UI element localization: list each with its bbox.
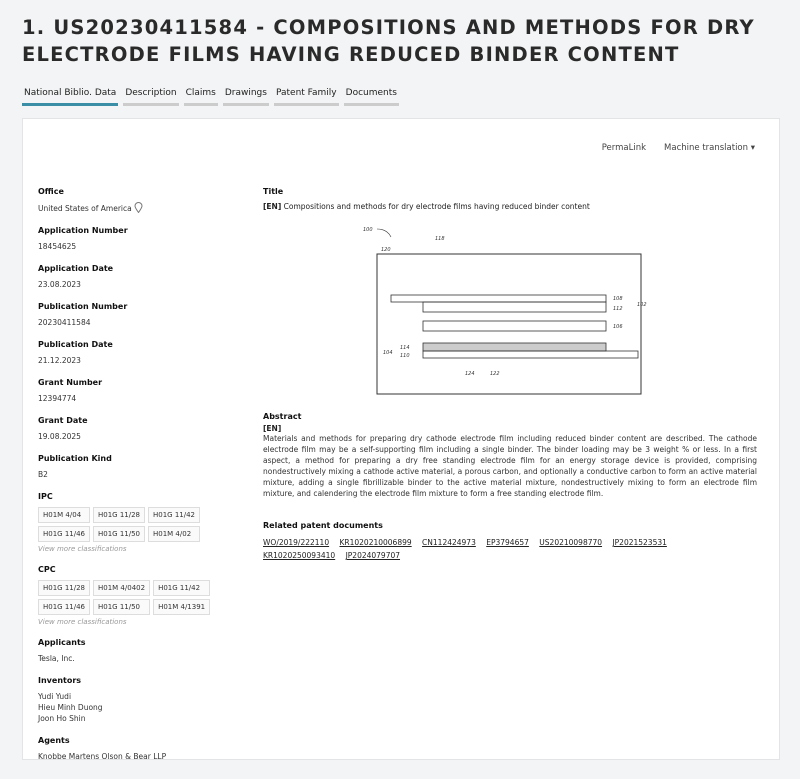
cpc-chip[interactable]: H01G 11/42 (153, 580, 210, 596)
ipc-label: IPC (38, 492, 53, 501)
inventor-name: Joon Ho Shin (38, 714, 86, 723)
tab-national-biblio-data[interactable]: National Biblio. Data (22, 88, 118, 106)
inventors-label: Inventors (38, 676, 82, 685)
related-doc-link[interactable]: KR1020210006899 (339, 538, 412, 547)
title-value: Compositions and methods for dry electrode films having reduced binder content (283, 202, 590, 211)
ipc-chip[interactable]: H01G 11/50 (93, 526, 145, 542)
tab-bar (22, 88, 399, 106)
related-doc-link[interactable]: EP3794657 (486, 538, 529, 547)
figure-label: 102 (637, 302, 647, 308)
ipc-chip[interactable]: H01M 4/04 (38, 507, 90, 523)
page-title: 1. US20230411584 - COMPOSITIONS AND METHODS FOR DRY ELECTRODE FILMS HAVING REDUCED BINDER CONTENT (22, 16, 755, 66)
related-doc-link[interactable]: WO/2019/222110 (263, 538, 330, 547)
abstract-label: Abstract (263, 412, 302, 421)
inventor-name: Hieu Minh Duong (38, 703, 103, 712)
publication-date-value: 21.12.2023 (38, 356, 81, 365)
grant-date-label: Grant Date (38, 416, 88, 425)
abstract-lang: [EN] (263, 424, 282, 433)
publication-kind-label: Publication Kind (38, 454, 112, 463)
figure-label: 100 (363, 227, 373, 233)
related-doc-link[interactable]: KR1020250093410 (263, 551, 336, 560)
figure-label: 104 (383, 350, 393, 356)
application-number-value: 18454625 (38, 242, 77, 251)
figure-label: 114 (400, 345, 410, 351)
abstract-text: Materials and methods for preparing dry cathode electrode film including reduced binder content are described. The cathode electrode film may be a self-supporting film including a single binder. The binder loading may be 3 weight % or less. In a first aspect, a method for preparing a dry free standing electrode film for an energy storage device is provided, comprising nondestructively mixing a cathode active material, a porous carbon, and optionally a conductive carbon to form an active material mixture, adding a single fibrillizable binder to the active material mixture, nondestructively mixing to form an electrode film mixture, and calendering the electrode film mixture to form a free standing electrode film. (263, 434, 757, 498)
ipc-view-more-link[interactable]: View more classifications (38, 545, 127, 553)
tab-patent-family[interactable]: Patent Family (274, 88, 339, 106)
applicants-value: Tesla, Inc. (38, 654, 75, 663)
title-label: Title (263, 187, 284, 196)
grant-date-value: 19.08.2025 (38, 432, 81, 441)
office-value: United States of America (38, 204, 132, 213)
main-panel (263, 187, 757, 562)
publication-number-label: Publication Number (38, 302, 128, 311)
related-label: Related patent documents (263, 521, 383, 530)
figure-label: 122 (490, 371, 500, 377)
figure-label: 112 (613, 306, 623, 312)
cpc-view-more-link[interactable]: View more classifications (38, 618, 127, 626)
tab-claims[interactable]: Claims (184, 88, 218, 106)
related-doc-link[interactable]: JP2024079707 (345, 551, 401, 560)
office-label: Office (38, 187, 64, 196)
title-lang: [EN] (263, 202, 282, 211)
inventor-name: Yudi Yudi (38, 692, 72, 701)
agents-value: Knobbe Martens Olson & Bear LLP (38, 752, 167, 761)
tab-documents[interactable]: Documents (344, 88, 399, 106)
ipc-chip[interactable]: H01G 11/28 (93, 507, 145, 523)
application-date-value: 23.08.2023 (38, 280, 81, 289)
machine-translation-dropdown[interactable]: Machine translation ▾ (664, 143, 755, 153)
figure-label: 106 (613, 324, 623, 330)
cpc-chip[interactable]: H01M 4/0402 (93, 580, 150, 596)
application-date-label: Application Date (38, 264, 114, 273)
grant-number-value: 12394774 (38, 394, 77, 403)
application-number-label: Application Number (38, 226, 128, 235)
agents-label: Agents (38, 736, 70, 745)
content-card (22, 118, 780, 760)
related-doc-link[interactable]: US20210098770 (539, 538, 603, 547)
figure-label: 110 (400, 353, 410, 359)
biblio-panel (38, 187, 248, 774)
ipc-chip[interactable]: H01M 4/02 (148, 526, 200, 542)
applicants-label: Applicants (38, 638, 86, 647)
publication-kind-value: B2 (38, 470, 48, 479)
figure-label: 108 (613, 296, 623, 302)
ipc-chip[interactable]: H01G 11/42 (148, 507, 200, 523)
ipc-chip[interactable]: H01G 11/46 (38, 526, 90, 542)
grant-number-label: Grant Number (38, 378, 103, 387)
cpc-chip[interactable]: H01G 11/50 (93, 599, 150, 615)
patent-drawing[interactable] (355, 225, 655, 400)
figure-label: 118 (435, 236, 445, 242)
cpc-chip[interactable]: H01G 11/46 (38, 599, 90, 615)
tab-drawings[interactable]: Drawings (223, 88, 269, 106)
publication-date-label: Publication Date (38, 340, 113, 349)
map-pin-icon (134, 202, 143, 213)
related-doc-link[interactable]: JP2021523531 (612, 538, 667, 547)
cpc-chip[interactable]: H01M 4/1391 (153, 599, 210, 615)
cpc-chip[interactable]: H01G 11/28 (38, 580, 90, 596)
related-doc-link[interactable]: CN112424973 (422, 538, 476, 547)
tab-description[interactable]: Description (123, 88, 178, 106)
permalink-link[interactable]: PermaLink (601, 143, 647, 153)
figure-label: 120 (381, 247, 391, 253)
publication-number-value: 20230411584 (38, 318, 91, 327)
cpc-label: CPC (38, 565, 56, 574)
figure-label: 124 (465, 371, 475, 377)
